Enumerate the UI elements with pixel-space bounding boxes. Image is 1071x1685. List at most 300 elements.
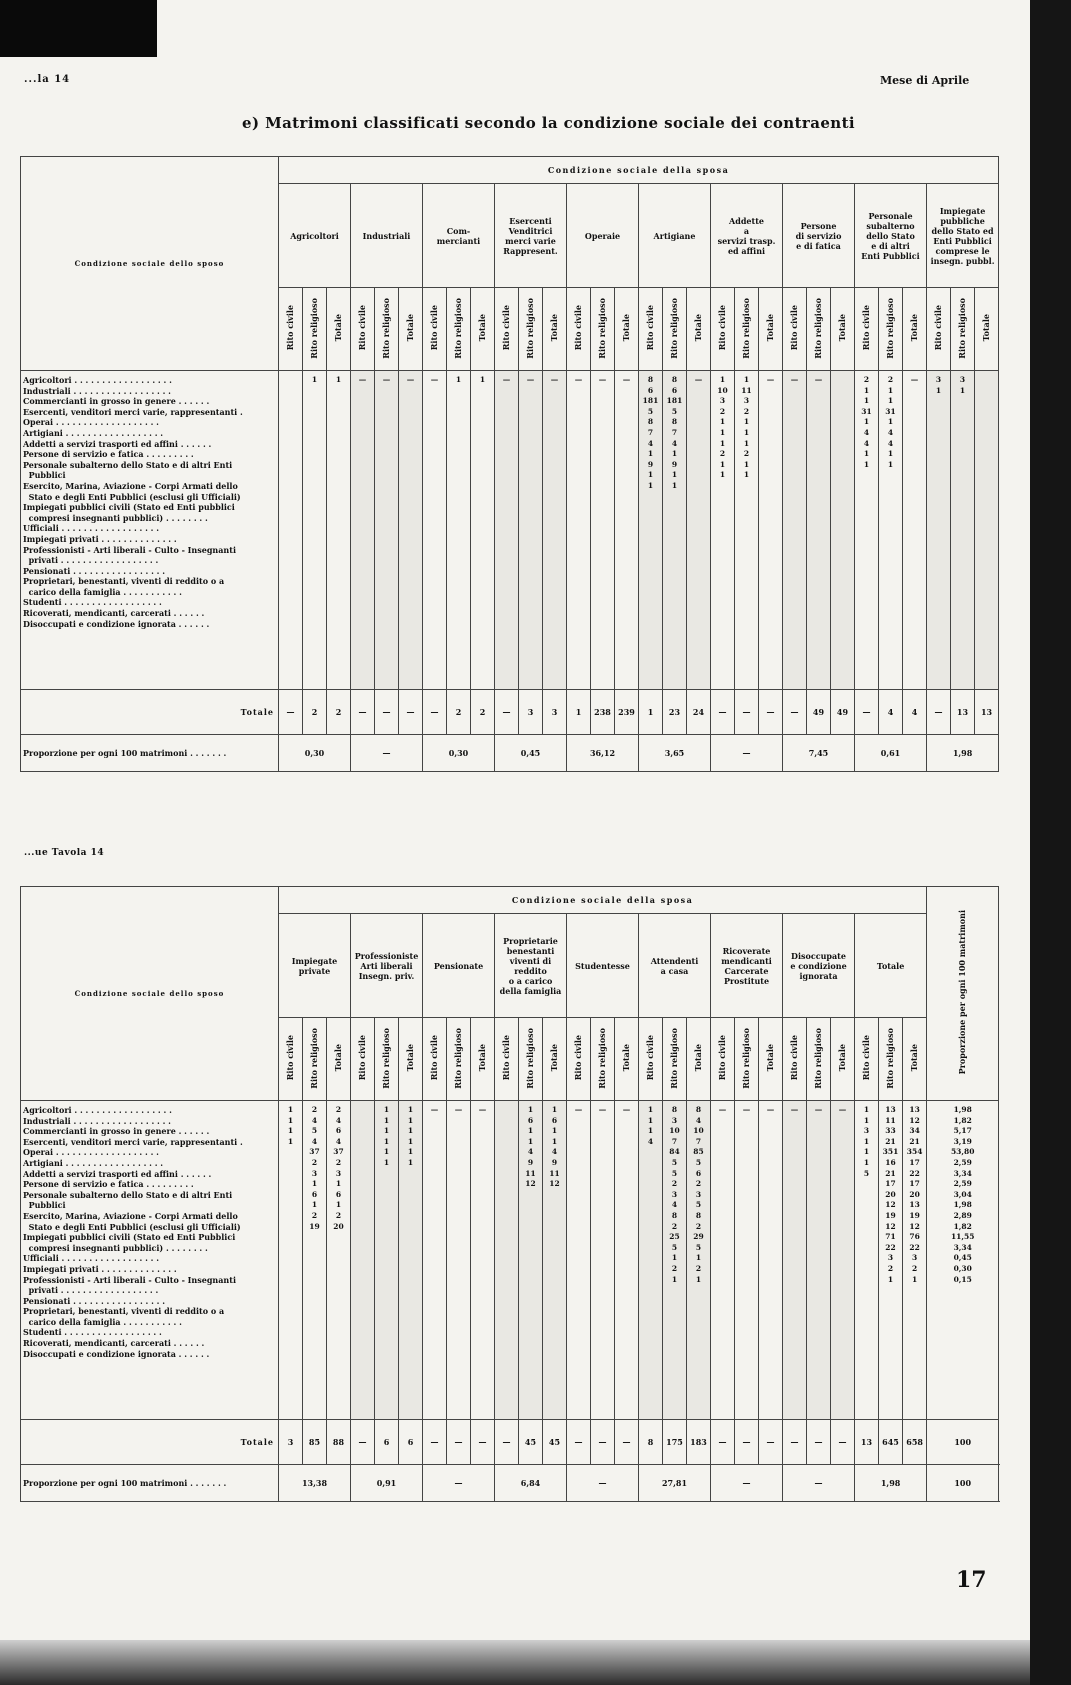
total-cell: —: [927, 690, 951, 735]
data-column: —: [711, 1101, 735, 1420]
page-title: e) Matrimoni classificati secondo la condizione sociale dei contraenti: [242, 114, 856, 132]
column-subheader-label: Totale: [693, 1044, 703, 1072]
column-subheader: [639, 1018, 663, 1101]
row-label: Ufficiali . . . . . . . . . . . . . . . . . .: [23, 1253, 160, 1264]
column-group-header: Industriali: [351, 184, 423, 288]
column-subheader: [543, 288, 567, 371]
proportion-header: [927, 887, 999, 1101]
total-cell: —: [423, 1420, 447, 1465]
total-cell: 3: [543, 690, 567, 735]
total-cell: —: [399, 690, 423, 735]
column-subheader-label: Rito civile: [429, 1035, 439, 1081]
total-cell: 238: [591, 690, 615, 735]
column-group-header: Pensionate: [423, 914, 495, 1018]
total-cell: 45: [543, 1420, 567, 1465]
column-subheader-label: Totale: [477, 1044, 487, 1072]
month-header: Mese di Aprile: [880, 74, 970, 87]
data-column: —: [759, 371, 783, 690]
proportion-cell: —: [423, 1465, 495, 1502]
corner-header: Condizione sociale dello sposo: [21, 157, 279, 371]
column-group-header: Addette a servizi trasp. ed affini: [711, 184, 783, 288]
data-column: —: [591, 371, 615, 690]
column-subheader-label: Rito civile: [285, 1035, 295, 1081]
column-subheader-label: Totale: [837, 314, 847, 342]
data-column: —: [423, 1101, 447, 1420]
data-column: —: [687, 371, 711, 690]
proportion-cell: 27,81: [639, 1465, 711, 1502]
total-cell: 1: [639, 690, 663, 735]
data-column: —: [759, 1101, 783, 1420]
data-column: 1 11 3 2 1 1 1 2 1 1: [735, 371, 759, 690]
row-label: Proprietari, benestanti, viventi di reddito o a: [23, 1306, 225, 1317]
proportion-column: 1,98 1,82 5,17 3,19 53,80 2,59 3,34 2,59 3,04 1,98 2,89 1,82 11,55 3,34 0,45 0,30 0,15: [927, 1101, 999, 1420]
total-cell: —: [351, 690, 375, 735]
data-column: —: [495, 371, 519, 690]
column-subheader-label: Rito religioso: [597, 297, 607, 359]
column-group-header: Disoccupate e condizione ignorata: [783, 914, 855, 1018]
row-label: Impiegati privati . . . . . . . . . . . . . .: [23, 533, 177, 544]
proportion-cell: —: [351, 735, 423, 772]
total-cell: 239: [615, 690, 639, 735]
data-column: 1 1 1 1 1 1: [375, 1101, 399, 1420]
data-column: [831, 371, 855, 690]
row-label: Disoccupati e condizione ignorata . . . . . .: [23, 618, 210, 629]
column-subheader: [375, 1018, 399, 1101]
column-subheader: [567, 288, 591, 371]
row-labels: [21, 371, 279, 690]
total-cell: 175: [663, 1420, 687, 1465]
proportion-label: Proporzione per ogni 100 matrimoni . . . . . . .: [21, 1465, 279, 1502]
data-column: 8 6 181 5 8 7 4 1 9 1 1: [663, 371, 687, 690]
proportion-label: Proporzione per ogni 100 matrimoni . . . . . . .: [21, 735, 279, 772]
total-cell: 85: [303, 1420, 327, 1465]
column-subheader-label: Totale: [765, 1044, 775, 1072]
column-subheader-label: Rito civile: [717, 1035, 727, 1081]
total-cell: 8: [639, 1420, 663, 1465]
proportion-cell: 13,38: [279, 1465, 351, 1502]
column-group-header: Com- mercianti: [423, 184, 495, 288]
column-subheader-label: Rito civile: [933, 305, 943, 351]
column-subheader: [807, 1018, 831, 1101]
column-subheader: [759, 1018, 783, 1101]
column-subheader-label: Totale: [621, 314, 631, 342]
proportion-cell: 0,30: [279, 735, 351, 772]
column-subheader-label: Rito religioso: [741, 1027, 751, 1089]
column-subheader-label: Totale: [837, 1044, 847, 1072]
row-label: Industriali . . . . . . . . . . . . . . . . . .: [23, 385, 171, 396]
column-group-header: Artigiane: [639, 184, 711, 288]
data-column: 8 3 10 7 84 5 5 2 3 4 8 2 25 5 1 2 1: [663, 1101, 687, 1420]
proportion-cell: 0,30: [423, 735, 495, 772]
column-group-header: Professioniste Arti liberali Insegn. priv.: [351, 914, 423, 1018]
total-label: Totale: [21, 690, 279, 735]
data-column: —: [807, 371, 831, 690]
data-column: 3 1: [927, 371, 951, 690]
data-column: —: [471, 1101, 495, 1420]
total-cell: 13: [951, 690, 975, 735]
column-subheader: [831, 1018, 855, 1101]
column-subheader-label: Totale: [333, 1044, 343, 1072]
row-label: privati . . . . . . . . . . . . . . . . . .: [23, 1285, 159, 1296]
data-column: 1: [471, 371, 495, 690]
row-label: Persone di servizio e fatica . . . . . . . . .: [23, 449, 194, 460]
row-label: Esercito, Marina, Aviazione - Corpi Armati dello: [23, 480, 238, 491]
total-cell: —: [495, 690, 519, 735]
row-label: Persone di servizio e fatica . . . . . . . . .: [23, 1179, 194, 1190]
column-subheader: [663, 1018, 687, 1101]
data-column: 2 1 1 31 1 4 4 1 1: [879, 371, 903, 690]
row-label: Addetti a servizi trasporti ed affini . . . . . .: [23, 1168, 212, 1179]
total-cell: 6: [399, 1420, 423, 1465]
total-cell: 23: [663, 690, 687, 735]
scan-dark-corner: [0, 0, 157, 57]
total-cell: 2: [327, 690, 351, 735]
data-column: 1 1 1 4: [639, 1101, 663, 1420]
column-subheader-label: Rito civile: [357, 1035, 367, 1081]
total-cell: 88: [327, 1420, 351, 1465]
column-group-header: Persone di servizio e di fatica: [783, 184, 855, 288]
data-column: [495, 1101, 519, 1420]
total-label: Totale: [21, 1420, 279, 1465]
total-cell: 183: [687, 1420, 711, 1465]
column-group-header: Agricoltori: [279, 184, 351, 288]
column-subheader: [495, 1018, 519, 1101]
total-cell: —: [783, 690, 807, 735]
corner-header: Condizione sociale dello sposo: [21, 887, 279, 1101]
row-label: privati . . . . . . . . . . . . . . . . . .: [23, 555, 159, 566]
data-column: 1 6 1 1 4 9 11 12: [519, 1101, 543, 1420]
data-column: —: [735, 1101, 759, 1420]
row-label: Impiegati pubblici civili (Stato ed Enti pubblici: [23, 502, 235, 513]
column-subheader-label: Rito religioso: [669, 297, 679, 359]
column-subheader: [351, 288, 375, 371]
column-group-header: Attendenti a casa: [639, 914, 711, 1018]
total-cell: 2: [303, 690, 327, 735]
total-cell: 3: [279, 1420, 303, 1465]
column-subheader: [807, 288, 831, 371]
scan-dark-edge-bottom: [0, 1640, 1030, 1685]
column-subheader: [951, 288, 975, 371]
row-labels: [21, 1101, 279, 1420]
column-subheader-label: Totale: [765, 314, 775, 342]
data-column: [351, 1101, 375, 1420]
column-subheader: [711, 1018, 735, 1101]
total-cell: 49: [831, 690, 855, 735]
total-cell: 13: [975, 690, 999, 735]
row-label: Personale subalterno dello Stato e di altri Enti: [23, 459, 233, 470]
row-label: Commercianti in grosso in genere . . . . . .: [23, 396, 210, 407]
column-subheader-label: Rito religioso: [885, 1027, 895, 1089]
proportion-cell: 36,12: [567, 735, 639, 772]
row-label: Commercianti in grosso in genere . . . . . .: [23, 1126, 210, 1137]
total-cell: —: [351, 1420, 375, 1465]
column-subheader: [519, 1018, 543, 1101]
column-subheader: [735, 1018, 759, 1101]
total-cell: 658: [903, 1420, 927, 1465]
data-column: 1 1 1 1: [279, 1101, 303, 1420]
column-subheader-label: Rito civile: [717, 305, 727, 351]
marriage-table-part-2: [20, 886, 999, 1502]
data-column: —: [543, 371, 567, 690]
proportion-cell: 0,45: [495, 735, 567, 772]
total-cell: 6: [375, 1420, 399, 1465]
column-subheader-label: Rito religioso: [525, 1027, 535, 1089]
data-column: —: [903, 371, 927, 690]
column-subheader-label: Totale: [333, 314, 343, 342]
total-cell: —: [471, 1420, 495, 1465]
column-subheader: [783, 288, 807, 371]
data-column: 1: [327, 371, 351, 690]
total-cell: 1: [567, 690, 591, 735]
row-label: Addetti a servizi trasporti ed affini . . . . . .: [23, 438, 212, 449]
data-column: 2 1 1 31 1 4 4 1 1: [855, 371, 879, 690]
row-label: Professionisti - Arti liberali - Culto - Insegnanti: [23, 1274, 236, 1285]
column-subheader: [639, 288, 663, 371]
row-label: carico della famiglia . . . . . . . . . . .: [23, 586, 182, 597]
column-group-header: Proprietarie benestanti viventi di reddito o a carico della famiglia: [495, 914, 567, 1018]
data-column: —: [375, 371, 399, 690]
data-column: 8 6 181 5 8 7 4 1 9 1 1: [639, 371, 663, 690]
column-subheader-label: Rito religioso: [813, 1027, 823, 1089]
column-group-header: Impiegate pubbliche dello Stato ed Enti Pubblici comprese le insegn. pubbl.: [927, 184, 999, 288]
column-subheader-label: Rito religioso: [309, 297, 319, 359]
row-label: Artigiani . . . . . . . . . . . . . . . . . .: [23, 427, 164, 438]
column-subheader-label: Totale: [405, 1044, 415, 1072]
column-group-header: Operaie: [567, 184, 639, 288]
data-column: [975, 371, 999, 690]
column-subheader-label: Rito religioso: [525, 297, 535, 359]
column-subheader: [831, 288, 855, 371]
total-cell: —: [423, 690, 447, 735]
column-subheader-label: Rito civile: [573, 1035, 583, 1081]
marriage-table-part-1: [20, 156, 999, 772]
row-label: Stato e degli Enti Pubblici (esclusi gli Ufficiali): [23, 491, 241, 502]
data-column: —: [567, 1101, 591, 1420]
row-label: Ricoverati, mendicanti, carcerati . . . . . .: [23, 1338, 205, 1349]
data-column: —: [615, 371, 639, 690]
total-cell: —: [375, 690, 399, 735]
scan-dark-edge-right: [1030, 0, 1071, 1685]
column-subheader-label: Rito civile: [789, 305, 799, 351]
row-label: compresi insegnanti pubblici) . . . . . . . .: [23, 512, 208, 523]
row-label: Esercenti, venditori merci varie, rappresentanti .: [23, 406, 243, 417]
row-label: Esercenti, venditori merci varie, rappresentanti .: [23, 1136, 243, 1147]
proportion-cell: 7,45: [783, 735, 855, 772]
data-column: 8 4 10 7 85 5 6 2 3 5 8 2 29 5 1 2 1: [687, 1101, 711, 1420]
column-subheader: [471, 1018, 495, 1101]
data-column: —: [783, 371, 807, 690]
column-subheader-label: Totale: [981, 314, 992, 342]
proportion-cell: 3,65: [639, 735, 711, 772]
column-subheader: [375, 288, 399, 371]
column-subheader-label: Rito religioso: [669, 1027, 679, 1089]
data-column: 3 1: [951, 371, 975, 690]
column-subheader: [879, 288, 903, 371]
proportion-cell: 0,61: [855, 735, 927, 772]
row-label: Studenti . . . . . . . . . . . . . . . . . .: [23, 597, 162, 608]
data-column: 13 12 34 21 354 17 22 17 20 13 19 12 76 22 3 2 1: [903, 1101, 927, 1420]
table-number-header: ...la 14: [24, 74, 71, 85]
column-subheader: [783, 1018, 807, 1101]
total-cell: —: [783, 1420, 807, 1465]
column-subheader: [615, 1018, 639, 1101]
column-subheader-label: Totale: [549, 1044, 559, 1072]
column-subheader-label: Rito civile: [861, 1035, 871, 1081]
total-cell: 2: [447, 690, 471, 735]
total-cell: —: [831, 1420, 855, 1465]
column-subheader: [519, 288, 543, 371]
row-label: carico della famiglia . . . . . . . . . . .: [23, 1316, 182, 1327]
proportion-cell: —: [711, 735, 783, 772]
row-label: Impiegati privati . . . . . . . . . . . . . .: [23, 1263, 177, 1274]
proportion-cell: —: [783, 1465, 855, 1502]
row-label: Industriali . . . . . . . . . . . . . . . . . .: [23, 1115, 171, 1126]
column-subheader-label: Rito religioso: [381, 1027, 391, 1089]
data-column: —: [519, 371, 543, 690]
column-subheader: [591, 1018, 615, 1101]
column-subheader: [327, 1018, 351, 1101]
total-cell: —: [759, 690, 783, 735]
total-cell: 4: [903, 690, 927, 735]
column-subheader: [543, 1018, 567, 1101]
row-label: Studenti . . . . . . . . . . . . . . . . . .: [23, 1327, 162, 1338]
column-subheader: [663, 288, 687, 371]
column-subheader: [447, 1018, 471, 1101]
column-subheader: [687, 288, 711, 371]
column-subheader-label: Rito civile: [645, 1035, 655, 1081]
data-column: 2 4 5 4 37 2 3 1 6 1 2 19: [303, 1101, 327, 1420]
data-column: —: [615, 1101, 639, 1420]
data-column: 1: [447, 371, 471, 690]
total-cell: 3: [519, 690, 543, 735]
column-subheader-label: Rito civile: [285, 305, 295, 351]
row-label: Impiegati pubblici civili (Stato ed Enti Pubblici: [23, 1232, 236, 1243]
column-subheader: [591, 288, 615, 371]
column-subheader: [855, 288, 879, 371]
column-subheader: [687, 1018, 711, 1101]
total-cell: 2: [471, 690, 495, 735]
column-subheader: [903, 1018, 927, 1101]
row-label: Personale subalterno dello Stato e di altri Enti: [23, 1189, 233, 1200]
proportion-cell: 1,98: [927, 735, 999, 772]
column-subheader-label: Totale: [477, 314, 487, 342]
column-subheader: [759, 288, 783, 371]
column-subheader-label: Rito religioso: [381, 297, 391, 359]
row-label: compresi insegnanti pubblici) . . . . . . . .: [23, 1242, 208, 1253]
column-subheader: [471, 288, 495, 371]
continuation-label: ...ue Tavola 14: [24, 848, 105, 858]
total-cell: 13: [855, 1420, 879, 1465]
page-number: 17: [956, 1567, 987, 1593]
column-group-header: Ricoverate mendicanti Carcerate Prostitute: [711, 914, 783, 1018]
row-label: Proprietari, benestanti, viventi di reddito o a: [23, 576, 225, 587]
column-subheader: [303, 1018, 327, 1101]
total-cell: —: [495, 1420, 519, 1465]
proportion-cell: —: [567, 1465, 639, 1502]
data-column: —: [591, 1101, 615, 1420]
column-subheader: [351, 1018, 375, 1101]
column-subheader-label: Rito civile: [429, 305, 439, 351]
column-group-header: Esercenti Venditrici merci varie Rappresent.: [495, 184, 567, 288]
row-label: Ufficiali . . . . . . . . . . . . . . . . . .: [23, 523, 160, 534]
column-subheader-label: Rito religioso: [309, 1027, 319, 1089]
column-subheader: [447, 288, 471, 371]
column-subheader: [303, 288, 327, 371]
data-column: —: [447, 1101, 471, 1420]
row-label: Agricoltori . . . . . . . . . . . . . . . . . .: [23, 1105, 172, 1115]
column-subheader: [975, 288, 999, 371]
total-cell: —: [759, 1420, 783, 1465]
data-column: [279, 371, 303, 690]
row-label: Pensionati . . . . . . . . . . . . . . . . .: [23, 1295, 166, 1306]
column-subheader-label: Rito religioso: [741, 297, 751, 359]
column-group-header: Impiegate private: [279, 914, 351, 1018]
data-column: —: [567, 371, 591, 690]
column-subheader-label: Totale: [693, 314, 703, 342]
column-subheader-label: Rito religioso: [813, 297, 823, 359]
data-column: —: [807, 1101, 831, 1420]
column-subheader-label: Totale: [405, 314, 415, 342]
total-cell: —: [447, 1420, 471, 1465]
column-subheader-label: Rito civile: [501, 305, 511, 351]
row-label: Operai . . . . . . . . . . . . . . . . . . .: [23, 1147, 159, 1158]
column-subheader: [711, 288, 735, 371]
row-label: Ricoverati, mendicanti, carcerati . . . . . .: [23, 608, 205, 619]
row-label: Esercito, Marina, Aviazione - Corpi Armati dello: [23, 1210, 238, 1221]
row-label: Agricoltori . . . . . . . . . . . . . . . . . .: [23, 375, 172, 385]
proportion-cell: 1,98: [855, 1465, 927, 1502]
total-cell: 45: [519, 1420, 543, 1465]
column-subheader-label: Totale: [909, 314, 919, 342]
data-column: —: [423, 371, 447, 690]
total-cell: —: [279, 690, 303, 735]
column-subheader-label: Rito religioso: [453, 1027, 463, 1089]
column-subheader-label: Rito civile: [357, 305, 367, 351]
column-subheader: [279, 1018, 303, 1101]
total-cell: —: [855, 690, 879, 735]
total-cell: —: [591, 1420, 615, 1465]
column-subheader: [327, 288, 351, 371]
data-column: —: [399, 371, 423, 690]
column-subheader-label: Totale: [549, 314, 559, 342]
proportion-cell: 0,91: [351, 1465, 423, 1502]
column-subheader: [735, 288, 759, 371]
column-subheader-label: Rito civile: [861, 305, 871, 351]
row-label: Pensionati . . . . . . . . . . . . . . . . .: [23, 565, 166, 576]
bride-condition-spanner: Condizione sociale della sposa: [279, 887, 927, 914]
data-column: 1: [303, 371, 327, 690]
data-column: 1 1 1 1 1 1: [399, 1101, 423, 1420]
column-subheader: [399, 288, 423, 371]
column-subheader: [855, 1018, 879, 1101]
proportion-header-label: Proporzione per ogni 100 matrimoni: [957, 910, 968, 1075]
column-subheader: [879, 1018, 903, 1101]
data-column: 1 10 3 2 1 1 1 2 1 1: [711, 371, 735, 690]
column-group-header: Totale: [855, 914, 927, 1018]
total-cell: —: [567, 1420, 591, 1465]
proportion-cell: 100: [927, 1465, 999, 1502]
total-cell: —: [735, 1420, 759, 1465]
column-subheader: [615, 288, 639, 371]
data-column: —: [783, 1101, 807, 1420]
total-cell: —: [735, 690, 759, 735]
total-cell: —: [615, 1420, 639, 1465]
proportion-cell: —: [711, 1465, 783, 1502]
column-group-header: Personale subalterno dello Stato e di altri Enti Pubblici: [855, 184, 927, 288]
row-label: Pubblici: [23, 470, 66, 481]
row-label: Pubblici: [23, 1200, 66, 1211]
data-column: 1 1 3 1 1 1 5: [855, 1101, 879, 1420]
